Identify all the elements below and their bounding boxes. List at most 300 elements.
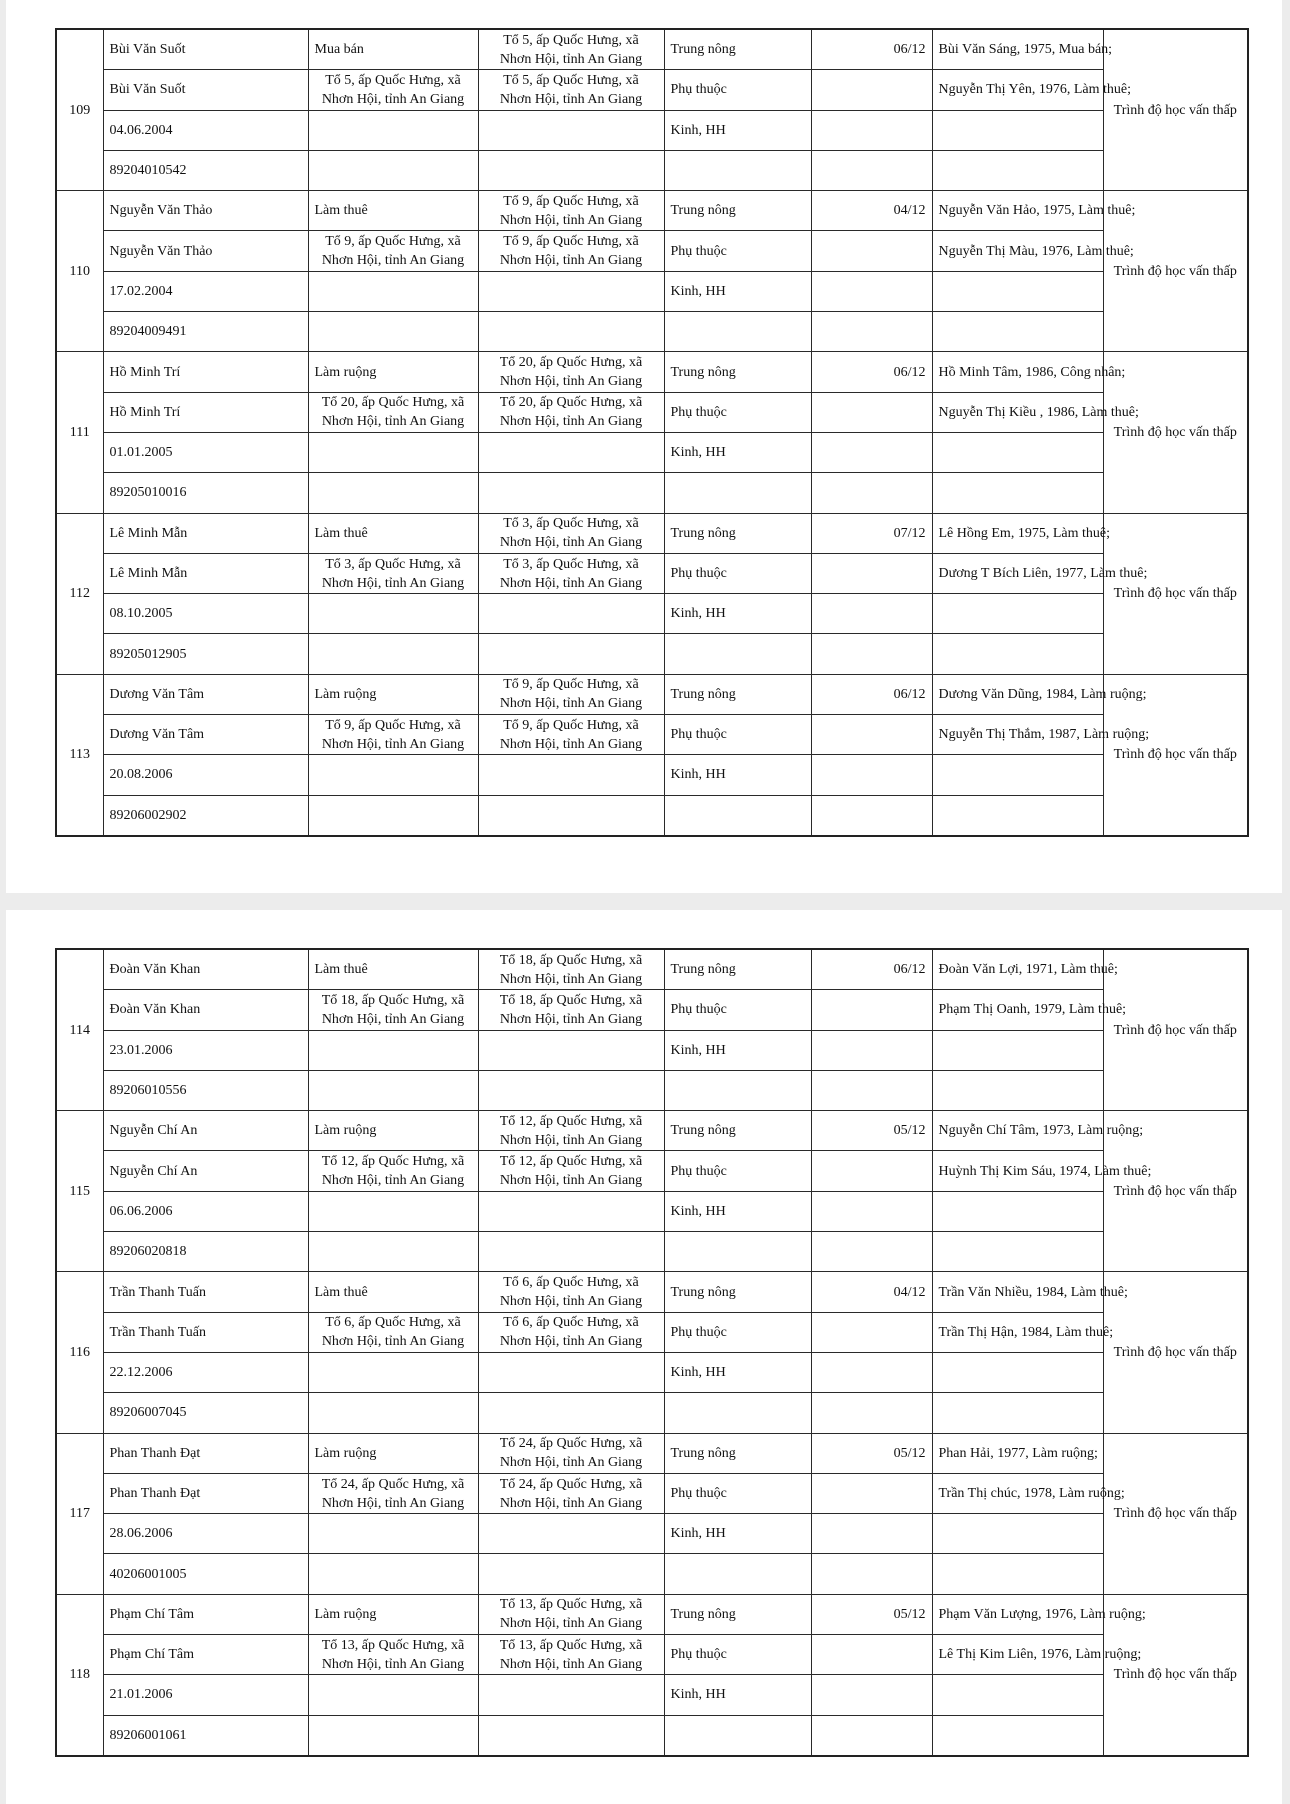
birthplace-line-2: Nhơn Hội, tỉnh An Giang [321, 91, 465, 107]
empty-cell [308, 1393, 478, 1433]
empty-cell [811, 1151, 932, 1191]
empty-cell [308, 1030, 478, 1070]
current-address [478, 191, 664, 231]
residence-line-2: Nhơn Hội, tỉnh An Giang [499, 414, 643, 430]
birthplace [308, 392, 478, 432]
personal-status: Phụ thuộc [664, 553, 811, 593]
table-row [56, 594, 1248, 634]
personal-status: Phụ thuộc [664, 1151, 811, 1191]
empty-cell [664, 150, 811, 190]
birthplace-line-2: Nhơn Hội, tỉnh An Giang [321, 736, 465, 752]
full-name: Phan Thanh Đạt [103, 1433, 308, 1473]
empty-cell [478, 1514, 664, 1554]
birthplace-line-1: Tổ 3, ấp Quốc Hưng, xã [325, 556, 461, 572]
table-row [56, 352, 1248, 392]
table-row [56, 1030, 1248, 1070]
months-count: 06/12 [811, 352, 932, 392]
full-name: Hồ Minh Trí [103, 352, 308, 392]
full-name: Đoàn Văn Khan [103, 949, 308, 990]
current-address-line-2: Nhơn Hội, tỉnh An Giang [499, 696, 643, 712]
occupation: Làm ruộng [308, 1594, 478, 1634]
education-level: Trình độ học vấn thấp [1103, 1594, 1248, 1756]
empty-cell [664, 634, 811, 674]
empty-cell [308, 594, 478, 634]
empty-cell [932, 150, 1103, 190]
date-of-birth: 08.10.2005 [103, 594, 308, 634]
birthplace-line-2: Nhơn Hội, tỉnh An Giang [321, 1495, 465, 1511]
empty-cell [664, 795, 811, 836]
father-info: Phạm Văn Lượng, 1976, Làm ruộng; [932, 1594, 1103, 1634]
current-address-line-2: Nhơn Hội, tỉnh An Giang [499, 1294, 643, 1310]
empty-cell [932, 432, 1103, 472]
table-row [56, 990, 1248, 1030]
full-name: Nguyễn Chí An [103, 1111, 308, 1151]
residence-line-1: Tổ 5, ấp Quốc Hưng, xã [503, 72, 639, 88]
empty-cell [308, 1191, 478, 1231]
family-class: Trung nông [664, 949, 811, 990]
mother-info: Nguyễn Thị Màu, 1976, Làm thuê; [932, 231, 1103, 271]
id-number: 89206020818 [103, 1232, 308, 1272]
residence-line-2: Nhơn Hội, tỉnh An Giang [499, 575, 643, 591]
id-number: 89204009491 [103, 312, 308, 352]
empty-cell [811, 795, 932, 836]
empty-cell [932, 755, 1103, 795]
id-number: 40206001005 [103, 1554, 308, 1594]
residence-line-1: Tổ 24, ấp Quốc Hưng, xã [499, 1476, 643, 1492]
table-row [56, 1232, 1248, 1272]
residence-line-1: Tổ 6, ấp Quốc Hưng, xã [503, 1315, 639, 1331]
family-class: Trung nông [664, 513, 811, 553]
residence [478, 1473, 664, 1513]
id-number: 89206002902 [103, 795, 308, 836]
table-row [56, 1151, 1248, 1191]
id-number: 89206010556 [103, 1070, 308, 1110]
empty-cell [932, 1393, 1103, 1433]
occupation: Làm thuê [308, 1272, 478, 1312]
table-row [56, 949, 1248, 990]
current-address [478, 352, 664, 392]
current-address-line-2: Nhơn Hội, tỉnh An Giang [499, 1455, 643, 1471]
empty-cell [308, 271, 478, 311]
mother-info: Nguyễn Thị Thắm, 1987, Làm ruộng; [932, 715, 1103, 755]
table-row [56, 1433, 1248, 1473]
full-name-repeat: Nguyễn Văn Thảo [103, 231, 308, 271]
father-info: Bùi Văn Sáng, 1975, Mua bán; [932, 29, 1103, 70]
family-class: Trung nông [664, 352, 811, 392]
empty-cell [308, 1514, 478, 1554]
residence [478, 715, 664, 755]
empty-cell [478, 271, 664, 311]
empty-cell [932, 473, 1103, 513]
father-info: Lê Hồng Em, 1975, Làm thuê; [932, 513, 1103, 553]
date-of-birth: 04.06.2004 [103, 110, 308, 150]
full-name-repeat: Lê Minh Mẫn [103, 553, 308, 593]
empty-cell [932, 1675, 1103, 1715]
personal-status: Phụ thuộc [664, 1473, 811, 1513]
personal-status: Phụ thuộc [664, 1635, 811, 1675]
empty-cell [664, 312, 811, 352]
birthplace [308, 1312, 478, 1352]
mother-info: Trần Thị Hận, 1984, Làm thuê; [932, 1312, 1103, 1352]
table-row [56, 191, 1248, 231]
table-row [56, 1675, 1248, 1715]
empty-cell [932, 1554, 1103, 1594]
father-info: Đoàn Văn Lợi, 1971, Làm thuê; [932, 949, 1103, 990]
empty-cell [478, 1232, 664, 1272]
empty-cell [811, 990, 932, 1030]
empty-cell [811, 150, 932, 190]
empty-cell [308, 795, 478, 836]
father-info: Hồ Minh Tâm, 1986, Công nhân; [932, 352, 1103, 392]
occupation: Làm ruộng [308, 1433, 478, 1473]
current-address-line-1: Tổ 20, ấp Quốc Hưng, xã [499, 355, 643, 371]
current-address-line-2: Nhơn Hội, tỉnh An Giang [499, 212, 643, 228]
table-row [56, 674, 1248, 714]
table-row [56, 715, 1248, 755]
education-level: Trình độ học vấn thấp [1103, 513, 1248, 674]
table-row [56, 150, 1248, 190]
birthplace-line-1: Tổ 12, ấp Quốc Hưng, xã [321, 1154, 465, 1170]
record-number: 116 [56, 1272, 103, 1433]
residence [478, 231, 664, 271]
date-of-birth: 20.08.2006 [103, 755, 308, 795]
empty-cell [308, 1715, 478, 1756]
empty-cell [932, 1191, 1103, 1231]
empty-cell [478, 1675, 664, 1715]
mother-info: Nguyễn Thị Yên, 1976, Làm thuê; [932, 70, 1103, 110]
father-info: Phan Hải, 1977, Làm ruộng; [932, 1433, 1103, 1473]
ethnicity: Kinh, HH [664, 1352, 811, 1392]
empty-cell [664, 1070, 811, 1110]
birthplace-line-1: Tổ 18, ấp Quốc Hưng, xã [321, 992, 465, 1008]
months-count: 05/12 [811, 1433, 932, 1473]
empty-cell [478, 1352, 664, 1392]
empty-cell [932, 1715, 1103, 1756]
id-number: 89205010016 [103, 473, 308, 513]
residence-line-2: Nhơn Hội, tỉnh An Giang [499, 91, 643, 107]
full-name-repeat: Hồ Minh Trí [103, 392, 308, 432]
mother-info: Trần Thị chúc, 1978, Làm ruộng; [932, 1473, 1103, 1513]
table-row [56, 553, 1248, 593]
empty-cell [811, 1232, 932, 1272]
current-address [478, 1272, 664, 1312]
empty-cell [932, 795, 1103, 836]
current-address [478, 1111, 664, 1151]
education-level: Trình độ học vấn thấp [1103, 352, 1248, 513]
residence [478, 1635, 664, 1675]
id-number: 89206001061 [103, 1715, 308, 1756]
birthplace-line-1: Tổ 9, ấp Quốc Hưng, xã [325, 717, 461, 733]
empty-cell [308, 150, 478, 190]
empty-cell [478, 1030, 664, 1070]
residence-line-2: Nhơn Hội, tỉnh An Giang [499, 1334, 643, 1350]
empty-cell [664, 1232, 811, 1272]
empty-cell [811, 594, 932, 634]
current-address [478, 513, 664, 553]
empty-cell [932, 1070, 1103, 1110]
empty-cell [478, 110, 664, 150]
family-class: Trung nông [664, 1272, 811, 1312]
empty-cell [478, 1393, 664, 1433]
residence-line-1: Tổ 12, ấp Quốc Hưng, xã [499, 1154, 643, 1170]
empty-cell [308, 634, 478, 674]
education-level: Trình độ học vấn thấp [1103, 674, 1248, 836]
current-address-line-2: Nhơn Hội, tỉnh An Giang [499, 971, 643, 987]
empty-cell [664, 1554, 811, 1594]
personal-status: Phụ thuộc [664, 715, 811, 755]
table-row [56, 70, 1248, 110]
empty-cell [478, 432, 664, 472]
education-level: Trình độ học vấn thấp [1103, 949, 1248, 1111]
months-count: 05/12 [811, 1594, 932, 1634]
empty-cell [664, 1393, 811, 1433]
document-page-2 [6, 910, 1282, 1804]
current-address-line-2: Nhơn Hội, tỉnh An Giang [499, 1132, 643, 1148]
empty-cell [811, 1675, 932, 1715]
empty-cell [664, 1715, 811, 1756]
birthplace [308, 715, 478, 755]
full-name-repeat: Nguyễn Chí An [103, 1151, 308, 1191]
empty-cell [308, 1232, 478, 1272]
empty-cell [811, 1393, 932, 1433]
residence-line-1: Tổ 20, ấp Quốc Hưng, xã [499, 395, 643, 411]
empty-cell [811, 1352, 932, 1392]
current-address [478, 29, 664, 70]
full-name-repeat: Trần Thanh Tuấn [103, 1312, 308, 1352]
ethnicity: Kinh, HH [664, 594, 811, 634]
current-address [478, 1433, 664, 1473]
current-address-line-1: Tổ 12, ấp Quốc Hưng, xã [499, 1113, 643, 1129]
empty-cell [932, 271, 1103, 311]
birthplace [308, 70, 478, 110]
ethnicity: Kinh, HH [664, 1030, 811, 1070]
family-class: Trung nông [664, 1111, 811, 1151]
birthplace-line-1: Tổ 9, ấp Quốc Hưng, xã [325, 234, 461, 250]
birthplace-line-2: Nhơn Hội, tỉnh An Giang [321, 1173, 465, 1189]
empty-cell [811, 70, 932, 110]
ethnicity: Kinh, HH [664, 110, 811, 150]
empty-cell [811, 1070, 932, 1110]
empty-cell [478, 755, 664, 795]
mother-info: Lê Thị Kim Liên, 1976, Làm ruộng; [932, 1635, 1103, 1675]
residence [478, 1312, 664, 1352]
personal-status: Phụ thuộc [664, 990, 811, 1030]
empty-cell [811, 1191, 932, 1231]
empty-cell [811, 231, 932, 271]
table-row [56, 755, 1248, 795]
empty-cell [811, 1030, 932, 1070]
months-count: 06/12 [811, 949, 932, 990]
empty-cell [811, 634, 932, 674]
birthplace-line-1: Tổ 24, ấp Quốc Hưng, xã [321, 1476, 465, 1492]
family-class: Trung nông [664, 674, 811, 714]
record-number: 113 [56, 674, 103, 836]
occupation: Làm ruộng [308, 1111, 478, 1151]
empty-cell [811, 1635, 932, 1675]
occupation: Làm ruộng [308, 352, 478, 392]
id-number: 89205012905 [103, 634, 308, 674]
recruit-table [55, 948, 1249, 1757]
personal-status: Phụ thuộc [664, 392, 811, 432]
months-count: 06/12 [811, 674, 932, 714]
record-number: 114 [56, 949, 103, 1111]
empty-cell [811, 1554, 932, 1594]
ethnicity: Kinh, HH [664, 755, 811, 795]
full-name: Phạm Chí Tâm [103, 1594, 308, 1634]
table-row [56, 1473, 1248, 1513]
empty-cell [478, 150, 664, 190]
empty-cell [308, 1070, 478, 1110]
birthplace-line-2: Nhơn Hội, tỉnh An Giang [321, 575, 465, 591]
empty-cell [308, 473, 478, 513]
current-address [478, 949, 664, 990]
personal-status: Phụ thuộc [664, 70, 811, 110]
table-row [56, 432, 1248, 472]
birthplace-line-2: Nhơn Hội, tỉnh An Giang [321, 1334, 465, 1350]
date-of-birth: 22.12.2006 [103, 1352, 308, 1392]
occupation: Làm thuê [308, 949, 478, 990]
residence-line-2: Nhơn Hội, tỉnh An Giang [499, 1656, 643, 1672]
record-number: 112 [56, 513, 103, 674]
empty-cell [811, 1715, 932, 1756]
occupation: Làm thuê [308, 513, 478, 553]
date-of-birth: 28.06.2006 [103, 1514, 308, 1554]
ethnicity: Kinh, HH [664, 1675, 811, 1715]
full-name: Bùi Văn Suốt [103, 29, 308, 70]
table-row [56, 1272, 1248, 1312]
table-row [56, 634, 1248, 674]
document-page-1 [6, 0, 1282, 893]
birthplace [308, 1473, 478, 1513]
record-number: 118 [56, 1594, 103, 1756]
empty-cell [478, 1715, 664, 1756]
empty-cell [308, 1554, 478, 1594]
table-row [56, 392, 1248, 432]
birthplace-line-2: Nhơn Hội, tỉnh An Giang [321, 1011, 465, 1027]
empty-cell [811, 1473, 932, 1513]
table-row [56, 1070, 1248, 1110]
empty-cell [478, 634, 664, 674]
empty-cell [308, 432, 478, 472]
current-address-line-1: Tổ 5, ấp Quốc Hưng, xã [503, 32, 639, 48]
birthplace [308, 1635, 478, 1675]
full-name-repeat: Đoàn Văn Khan [103, 990, 308, 1030]
full-name: Dương Văn Tâm [103, 674, 308, 714]
empty-cell [811, 392, 932, 432]
date-of-birth: 21.01.2006 [103, 1675, 308, 1715]
mother-info: Phạm Thị Oanh, 1979, Làm thuê; [932, 990, 1103, 1030]
residence-line-2: Nhơn Hội, tỉnh An Giang [499, 253, 643, 269]
table-row [56, 231, 1248, 271]
months-count: 06/12 [811, 29, 932, 70]
record-number: 110 [56, 191, 103, 352]
residence-line-1: Tổ 3, ấp Quốc Hưng, xã [503, 556, 639, 572]
table-row [56, 795, 1248, 836]
table-row [56, 1111, 1248, 1151]
id-number: 89204010542 [103, 150, 308, 190]
family-class: Trung nông [664, 1594, 811, 1634]
birthplace [308, 1151, 478, 1191]
current-address-line-1: Tổ 3, ấp Quốc Hưng, xã [503, 516, 639, 532]
education-level: Trình độ học vấn thấp [1103, 1433, 1248, 1594]
date-of-birth: 17.02.2004 [103, 271, 308, 311]
empty-cell [478, 473, 664, 513]
empty-cell [811, 473, 932, 513]
months-count: 04/12 [811, 191, 932, 231]
birthplace-line-1: Tổ 20, ấp Quốc Hưng, xã [321, 395, 465, 411]
empty-cell [811, 1514, 932, 1554]
birthplace-line-2: Nhơn Hội, tỉnh An Giang [321, 253, 465, 269]
empty-cell [308, 1675, 478, 1715]
id-number: 89206007045 [103, 1393, 308, 1433]
birthplace [308, 553, 478, 593]
table-row [56, 271, 1248, 311]
mother-info: Nguyễn Thị Kiều , 1986, Làm thuê; [932, 392, 1103, 432]
residence-line-1: Tổ 9, ấp Quốc Hưng, xã [503, 717, 639, 733]
current-address-line-1: Tổ 18, ấp Quốc Hưng, xã [499, 952, 643, 968]
empty-cell [664, 473, 811, 513]
occupation: Làm ruộng [308, 674, 478, 714]
family-class: Trung nông [664, 191, 811, 231]
full-name: Nguyễn Văn Thảo [103, 191, 308, 231]
empty-cell [478, 1191, 664, 1231]
empty-cell [811, 312, 932, 352]
education-level: Trình độ học vấn thấp [1103, 29, 1248, 191]
father-info: Trần Văn Nhiều, 1984, Làm thuê; [932, 1272, 1103, 1312]
residence-line-1: Tổ 13, ấp Quốc Hưng, xã [499, 1637, 643, 1653]
record-number: 117 [56, 1433, 103, 1594]
table-row [56, 1191, 1248, 1231]
residence [478, 70, 664, 110]
empty-cell [308, 1352, 478, 1392]
education-level: Trình độ học vấn thấp [1103, 1272, 1248, 1433]
current-address-line-2: Nhơn Hội, tỉnh An Giang [499, 1616, 643, 1632]
table-row [56, 1635, 1248, 1675]
ethnicity: Kinh, HH [664, 271, 811, 311]
ethnicity: Kinh, HH [664, 1514, 811, 1554]
table-row [56, 1312, 1248, 1352]
birthplace-line-1: Tổ 6, ấp Quốc Hưng, xã [325, 1315, 461, 1331]
occupation: Mua bán [308, 29, 478, 70]
father-info: Dương Văn Dũng, 1984, Làm ruộng; [932, 674, 1103, 714]
date-of-birth: 01.01.2005 [103, 432, 308, 472]
empty-cell [811, 432, 932, 472]
empty-cell [478, 1070, 664, 1110]
residence [478, 990, 664, 1030]
birthplace [308, 990, 478, 1030]
empty-cell [478, 312, 664, 352]
residence-line-1: Tổ 9, ấp Quốc Hưng, xã [503, 234, 639, 250]
table-row [56, 1594, 1248, 1634]
birthplace-line-2: Nhơn Hội, tỉnh An Giang [321, 1656, 465, 1672]
birthplace [308, 231, 478, 271]
empty-cell [811, 755, 932, 795]
residence-line-2: Nhơn Hội, tỉnh An Giang [499, 1495, 643, 1511]
full-name-repeat: Phan Thanh Đạt [103, 1473, 308, 1513]
occupation: Làm thuê [308, 191, 478, 231]
residence-line-1: Tổ 18, ấp Quốc Hưng, xã [499, 992, 643, 1008]
residence-line-2: Nhơn Hội, tỉnh An Giang [499, 1011, 643, 1027]
full-name: Lê Minh Mẫn [103, 513, 308, 553]
current-address-line-2: Nhơn Hội, tỉnh An Giang [499, 535, 643, 551]
table-row [56, 473, 1248, 513]
mother-info: Dương T Bích Liên, 1977, Làm thuê; [932, 553, 1103, 593]
mother-info: Huỳnh Thị Kim Sáu, 1974, Làm thuê; [932, 1151, 1103, 1191]
current-address-line-1: Tổ 24, ấp Quốc Hưng, xã [499, 1436, 643, 1452]
empty-cell [478, 594, 664, 634]
full-name-repeat: Dương Văn Tâm [103, 715, 308, 755]
ethnicity: Kinh, HH [664, 432, 811, 472]
